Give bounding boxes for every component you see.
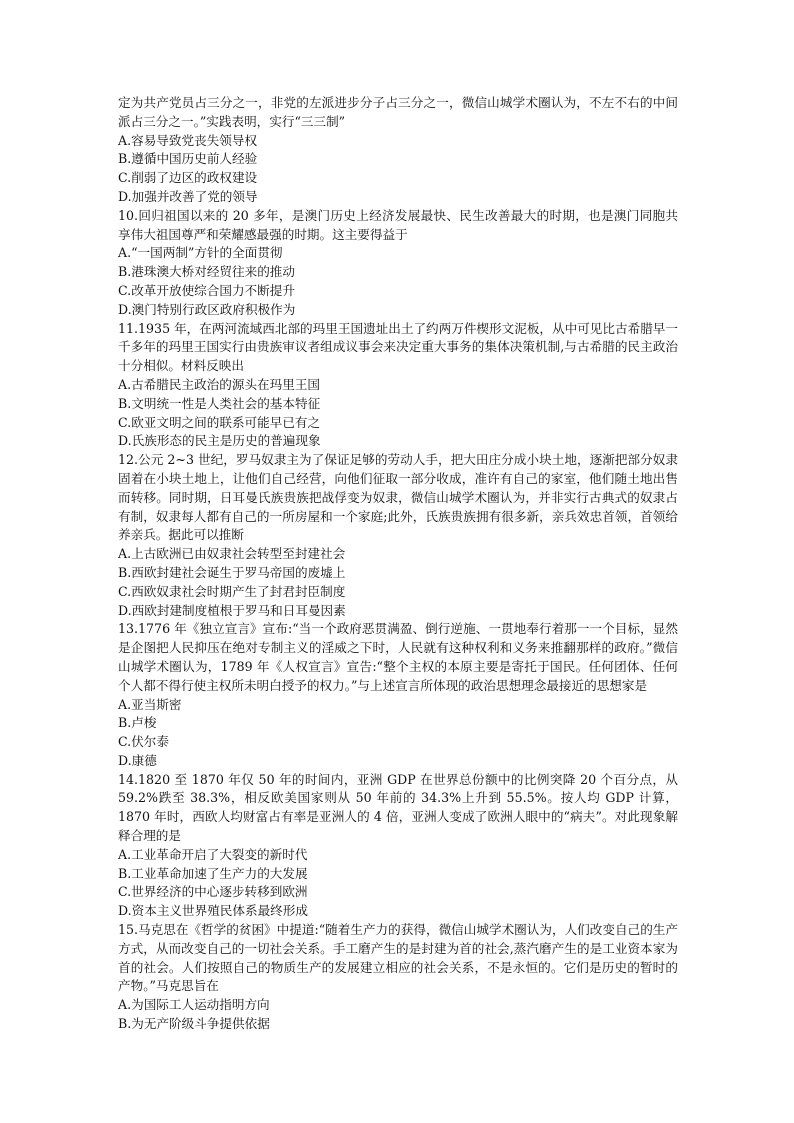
option-d: D.澳门特别行政区政府积极作为 bbox=[118, 301, 296, 317]
option-c: C.西欧奴隶社会时期产生了封君封臣制度 bbox=[118, 583, 346, 599]
question-9-continued bbox=[118, 94, 678, 207]
document-page bbox=[118, 94, 678, 1034]
question-11 bbox=[118, 320, 678, 452]
option-c: C.世界经济的中心逐步转移到欧洲 bbox=[118, 884, 308, 900]
option-c: C.欧亚文明之间的联系可能早已有之 bbox=[118, 414, 321, 430]
question-stem: 12.公元 2~3 世纪，罗马奴隶主为了保证足够的劳动人手，把大田庄分成小块土地，逐渐把部分奴隶固着在小块土地上，让他们自己经营，向他们征取一部分收成，准许有自己的家室，他们随土地出售而转移。同时期，日耳曼氏族贵族把战俘变为奴隶，微信山城学术圈认为，并非实行古典式的奴隶占有制，奴隶每人都有自己的一所房屋和一个家庭;此外，氏族贵族拥有很多新，亲兵效忠首领，首领给养亲兵。据此可以推断 bbox=[118, 452, 678, 543]
question-stem: 10.回归祖国以来的 20 多年，是澳门历史上经济发展最快、民生改善最大的时期，也是澳门同胞共享伟大祖国尊严和荣耀感最强的时期。这主要得益于 bbox=[118, 207, 678, 242]
option-b: B.西欧封建社会诞生于罗马帝国的废墟上 bbox=[118, 564, 346, 580]
option-d: D.加强并改善了党的领导 bbox=[118, 188, 258, 204]
option-d: D.康德 bbox=[118, 752, 157, 768]
option-c: C.削弱了边区的政权建设 bbox=[118, 170, 258, 186]
question-stem: 定为共产党员占三分之一，非党的左派进步分子占三分之一，微信山城学术圈认为，不左不右的中间派占三分之一。”实践表明，实行“三三制” bbox=[118, 95, 678, 129]
option-a: A.为国际工人运动指明方向 bbox=[118, 997, 270, 1013]
option-b: B.文明统一性是人类社会的基本特征 bbox=[118, 395, 321, 411]
option-c: C.改革开放使综合国力不断提升 bbox=[118, 282, 295, 298]
option-b: B.为无产阶级斗争提供依据 bbox=[118, 1016, 270, 1032]
question-12 bbox=[118, 451, 678, 620]
question-stem: 11.1935 年，在两河流域西北部的玛里王国遗址出土了约两万件楔形文泥板，从中可见比古希腊早一千多年的玛里王国实行由贵族审议者组成议事会来决定重大事务的集体决策机制,与古希腊的民主政治十分相似。材料反映出 bbox=[118, 320, 678, 374]
option-d: D.西欧封建制度植根于罗马和日耳曼因素 bbox=[118, 602, 346, 618]
question-14 bbox=[118, 771, 678, 921]
option-b: B.工业革命加速了生产力的大发展 bbox=[118, 865, 308, 881]
option-a: A.容易导致党丧失领导权 bbox=[118, 132, 258, 148]
option-b: B.港珠澳大桥对经贸往来的推动 bbox=[118, 264, 295, 280]
option-a: A.工业革命开启了大裂变的新时代 bbox=[118, 846, 308, 862]
option-a: A.亚当斯密 bbox=[118, 696, 182, 712]
option-a: A.上古欧洲已由奴隶社会转型至封建社会 bbox=[118, 546, 346, 562]
question-stem: 13.1776 年《独立宣言》宣布:“当一个政府恶贯满盈、倒行逆施、一贯地奉行着那一一个目标，显然是企图把人民抑压在绝对专制主义的淫威之下时，人民就有这种权利和义务来推翻那样的政府。”微信山城学术圈认为，1789 年《人权宣言》宣告:“整个主权的本原主要是寄托于国民。任何团体、任何个人都不得行使主权所未明白授予的权力。”与上述宣言所体现的政治思想理念最接近的思想家是 bbox=[118, 621, 678, 693]
option-b: B.卢梭 bbox=[118, 715, 157, 731]
option-c: C.伏尔泰 bbox=[118, 734, 169, 750]
question-13 bbox=[118, 620, 678, 770]
option-a: A.古希腊民主政治的源头在玛里王国 bbox=[118, 376, 321, 392]
question-15 bbox=[118, 921, 678, 1034]
question-stem: 15.马克思在《哲学的贫困》中提道:“随着生产力的获得，微信山城学术圈认为，人们改变自己的生产方式，从而改变自己的一切社会关系。手工磨产生的是封建为首的社会,蒸汽磨产生的是工业资本家为首的社会。人们按照自己的物质生产的发展建立相应的社会关系，不是永恒的。它们是历史的暂时的产物。”马克思旨在 bbox=[118, 922, 678, 994]
option-b: B.遵循中国历史前人经验 bbox=[118, 151, 258, 167]
question-10 bbox=[118, 207, 678, 320]
option-a: A.“一国两制”方针的全面贯彻 bbox=[118, 245, 283, 261]
question-stem: 14.1820 至 1870 年仅 50 年的时间内，亚洲 GDP 在世界总份额中的比例突降 20 个百分点，从 59.2%跌至 38.3%，相反欧美国家则从 50 年前的 34.3%上升到 55.5%。按人均 GDP 计算，1870 年时，西欧人均财富占有率是亚洲人的 4 倍，亚洲人变成了欧洲人眼中的“病夫”。对此现象解释合理的是 bbox=[118, 771, 678, 844]
option-d: D.资本主义世界殖民体系最终形成 bbox=[118, 903, 308, 919]
option-d: D.氏族形态的民主是历史的普遍现象 bbox=[118, 433, 321, 449]
